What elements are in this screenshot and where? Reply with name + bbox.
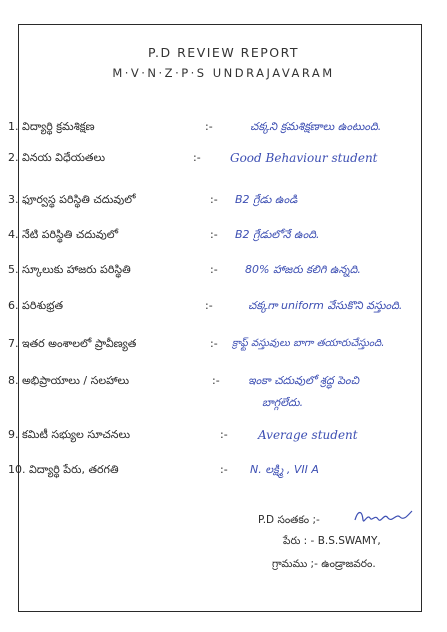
item-label: 4. నేటి పరిస్థితి చదువులో (8, 228, 119, 241)
item-separator: :- (210, 337, 218, 350)
item-row-10 (0, 463, 447, 485)
item-value: B2 గ్రేడు ఉండి (235, 193, 298, 206)
item-separator: :- (220, 463, 228, 476)
item-label: 5. స్కూలుకు హాజరు పరిస్థితి (8, 263, 131, 276)
item-value: క్రాఫ్ట్ వస్తువులు బాగా తయారుచేస్తుంది. (232, 338, 385, 349)
item-row-7 (0, 337, 447, 359)
item-value: N. లక్ష్మి , VII A (250, 463, 319, 476)
item-label: 7. ఇతర అంశాలలో ప్రావీణ్యత (8, 337, 137, 350)
item-value: ఇంకా చదువులో శ్రద్ధ పెంచి (248, 374, 360, 387)
item-value: Average student (258, 428, 358, 442)
village-line (272, 558, 376, 573)
village-value: ఉండ్రాజవరం. (321, 558, 376, 570)
item-value: చక్కని క్రమశిక్షణాలు ఉంటుంది. (250, 120, 382, 133)
item-row-5 (0, 263, 447, 285)
item-label: 8. అభిప్రాయాలు / సలహాలు (8, 374, 130, 387)
item-separator: :- (193, 151, 201, 164)
item-separator: :- (210, 228, 218, 241)
item-separator: :- (210, 193, 218, 206)
item-value: B2 గ్రేడులోనే ఉంది. (235, 228, 320, 241)
pd-name-value: B.S.SWAMY, (317, 535, 381, 547)
item-separator: :- (212, 374, 220, 387)
signature-stroke (355, 511, 412, 521)
item-value: 80% హాజరు కలిగి ఉన్నది. (245, 263, 361, 276)
item-label: 1. విద్యార్థి క్రమశిక్షణ (8, 120, 95, 133)
item-row-3 (0, 193, 447, 215)
report-title: P.D REVIEW REPORT (147, 45, 300, 60)
pd-name-label: పేరు (283, 535, 301, 547)
item-value-continued: బాగ్గలేదు. (262, 396, 304, 409)
item-separator: :- (210, 263, 218, 276)
item-row-9 (0, 428, 447, 450)
item-row-1 (0, 120, 447, 142)
item-label: 2. వినయ విధేయతలు (8, 151, 106, 164)
pd-signature-line (258, 514, 320, 529)
item-row-4 (0, 228, 447, 250)
item-label: 10. విద్యార్థి పేరు, తరగతి (8, 463, 119, 476)
item-row-8 (0, 374, 447, 414)
item-value: Good Behaviour student (230, 151, 378, 165)
village-label: గ్రామము (272, 558, 308, 570)
pd-signature-label: P.D సంతకం (258, 514, 310, 526)
pd-signature-separator: ;- (312, 514, 320, 526)
item-row-2 (0, 151, 447, 173)
item-label: 9. కమిటీ సభ్యుల సూచనలు (8, 428, 131, 441)
village-separator: ;- (310, 558, 318, 570)
pd-signature (352, 506, 414, 528)
item-value: చక్కగా uniform వేసుకొని వస్తుంది. (248, 299, 403, 312)
item-row-6 (0, 299, 447, 321)
item-separator: :- (220, 428, 228, 441)
item-separator: :- (205, 299, 213, 312)
school-name: M·V·N·Z·P·S UNDRAJAVARAM (112, 66, 335, 80)
item-label: 3. ఫూర్వస్థ పరిస్థితి చదువులో (8, 193, 136, 206)
pd-name-separator: : - (303, 535, 315, 547)
item-label: 6. పరిశుభ్రత (8, 299, 63, 312)
pd-name-line (283, 535, 381, 550)
item-separator: :- (205, 120, 213, 133)
